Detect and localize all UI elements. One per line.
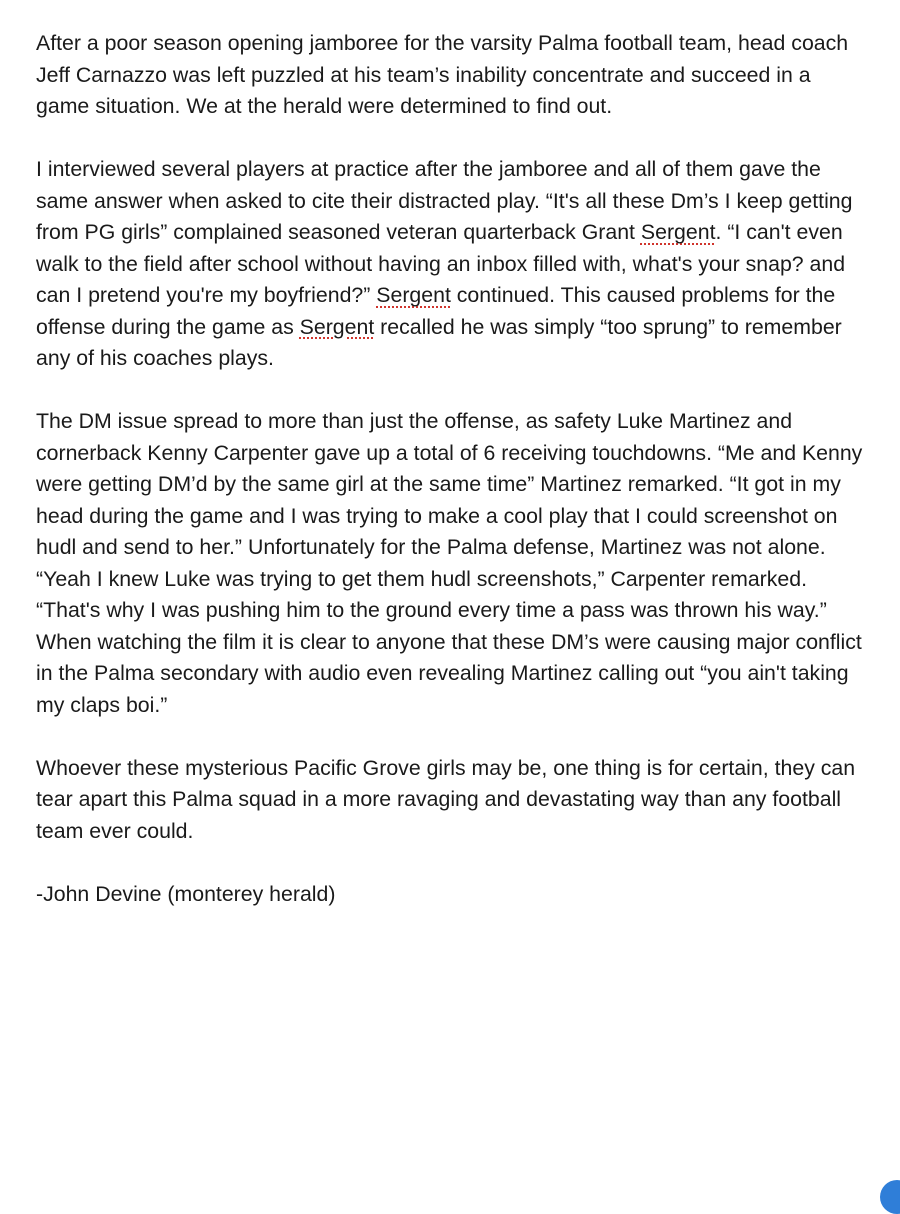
text-run: The DM issue spread to more than just the offense, as safety Luke Martinez and cornerback Kenny Carpenter gave up a total of 6 receiving touchdowns. “Me and Kenny were getting DM’d by the same girl at the same time” Martinez remarked. “It got in my head during the game and I was trying to make a cool play that I could screenshot on hudl and send to her.” Unfortunately for the Palma defense, Martinez was not alone. “Yeah I knew Luke was trying to get them hudl screenshots,” Carpenter remarked. “That's why I was pushing him to the ground every time a pass was thrown his way.” When watching the film it is clear to anyone that these DM’s were causing major conflict in the Palma secondary with audio even revealing Martinez calling out “you ain't taking my claps boi.” [36, 409, 863, 717]
text-run: recalled he was simply “too sprung” to remember any of his coaches plays. [36, 314, 842, 370]
text-run: continued. This caused problems for the offense during the game as [36, 283, 836, 339]
spellcheck-flagged-word: Sergent [640, 220, 716, 244]
article-paragraph [36, 753, 866, 848]
article-paragraph [36, 154, 866, 375]
text-run: I interviewed several players at practice after the jamboree and all of them gave the same answer when asked to cite their distracted play. “It's all these Dm’s I keep getting from PG girls” complained seasoned veteran quarterback Grant [36, 157, 853, 244]
text-run: After a poor season opening jamboree for the varsity Palma football team, head coach Jeff Carnazzo was left puzzled at his team’s inability concentrate and succeed in a game situation. We at the herald were determined to find out. [36, 31, 849, 118]
text-run: -John Devine (monterey herald) [36, 881, 336, 906]
article-paragraph [36, 406, 866, 721]
spellcheck-flagged-word: Sergent [299, 314, 375, 339]
article-paragraph [36, 28, 866, 123]
spellcheck-flagged-word: Sergent [376, 283, 451, 307]
text-run: . “I can't even walk to the field after school without having an inbox filled with, what's your snap? and can I pretend you're my boyfriend?” [36, 220, 846, 307]
byline [36, 879, 866, 911]
corner-action-button[interactable] [880, 1180, 900, 1214]
text-run: Whoever these mysterious Pacific Grove girls may be, one thing is for certain, they can tear apart this Palma squad in a more ravaging and devastating way than any football team ever could. [36, 755, 856, 843]
document-body [36, 28, 866, 942]
